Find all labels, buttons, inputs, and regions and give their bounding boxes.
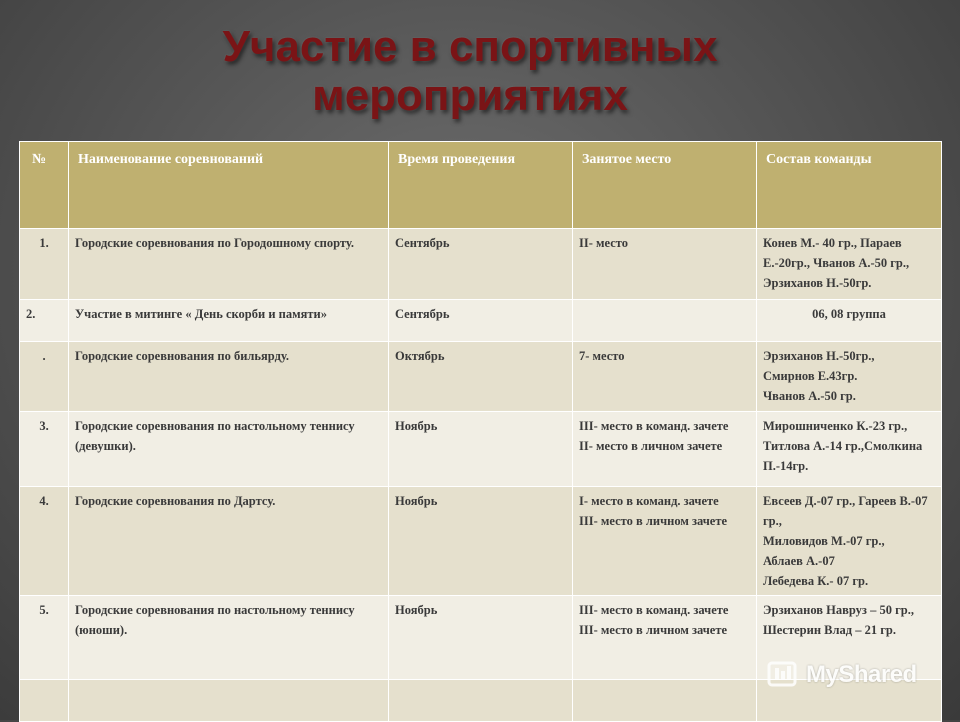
row-competition-name	[69, 680, 389, 722]
slide-title-line-1: Участие в спортивных	[222, 22, 718, 71]
team-line: Миловидов М.-07 гр.,	[763, 534, 885, 548]
table-row	[20, 229, 942, 300]
header-place: Занятое место	[573, 142, 757, 229]
table-header-row	[20, 142, 942, 229]
row-number	[20, 680, 69, 722]
header-competition-name: Наименование соревнований	[69, 142, 389, 229]
team-line: Смирнов Е.43гр.	[763, 369, 858, 383]
team-line: Конев М.- 40 гр., Параев Е.-20гр., Чванов А.-50 гр., Эрзиханов Н.-50гр.	[763, 236, 910, 290]
row-time: Сентябрь	[389, 300, 573, 342]
row-team	[757, 487, 942, 596]
table-row	[20, 487, 942, 596]
row-team	[757, 300, 942, 342]
slide-title	[150, 22, 790, 120]
header-number: №	[20, 142, 69, 229]
place-line: 7- место	[579, 349, 625, 363]
row-number: .	[20, 342, 69, 412]
place-line: II- место в личном зачете	[579, 439, 723, 453]
row-place	[573, 412, 757, 487]
slide-title-line-2: мероприятиях	[312, 71, 628, 120]
team-line: Шестерин Влад – 21 гр.	[763, 623, 896, 637]
row-place	[573, 680, 757, 722]
table-row	[20, 412, 942, 487]
row-place	[573, 342, 757, 412]
place-line: II- место	[579, 236, 629, 250]
row-time: Октябрь	[389, 342, 573, 412]
row-competition-name: Городские соревнования по настольному теннису (юноши).	[69, 596, 389, 680]
team-line: Евсеев Д.-07 гр., Гареев В.-07 гр.,	[763, 494, 928, 528]
table-row	[20, 300, 942, 342]
row-time: Ноябрь	[389, 596, 573, 680]
row-number: 3.	[20, 412, 69, 487]
row-competition-name: Городские соревнования по настольному теннису (девушки).	[69, 412, 389, 487]
row-competition-name: Участие в митинге « День скорби и памяти»	[69, 300, 389, 342]
row-time	[389, 680, 573, 722]
place-line: III- место в команд. зачете	[579, 419, 729, 433]
row-time: Сентябрь	[389, 229, 573, 300]
place-line: III- место в личном зачете	[579, 514, 728, 528]
row-time: Ноябрь	[389, 487, 573, 596]
myshared-logo-icon	[766, 659, 800, 691]
team-line: Мирошниченко К.-23 гр., Титлова А.-14 гр.,Смолкина П.-14гр.	[763, 419, 923, 473]
row-number: 4.	[20, 487, 69, 596]
row-time: Ноябрь	[389, 412, 573, 487]
header-time: Время проведения	[389, 142, 573, 229]
team-line: Эрзиханов Н.-50гр.,	[763, 349, 875, 363]
table-row	[20, 342, 942, 412]
row-competition-name: Городские соревнования по Дартсу.	[69, 487, 389, 596]
header-team: Состав команды	[757, 142, 942, 229]
place-line: I- место в команд. зачете	[579, 494, 719, 508]
row-place	[573, 300, 757, 342]
watermark	[766, 657, 936, 693]
row-place	[573, 229, 757, 300]
row-number: 2.	[20, 300, 69, 342]
events-table	[19, 141, 942, 722]
place-line: III- место в личном зачете	[579, 623, 728, 637]
team-line: Аблаев А.-07	[763, 554, 835, 568]
row-team	[757, 342, 942, 412]
row-team	[757, 412, 942, 487]
team-line: Эрзиханов Навруз – 50 гр.,	[763, 603, 914, 617]
row-number: 1.	[20, 229, 69, 300]
row-competition-name: Городские соревнования по Городошному спорту.	[69, 229, 389, 300]
team-line: Лебедева К.- 07 гр.	[763, 574, 869, 588]
team-line: Чванов А.-50 гр.	[763, 389, 856, 403]
place-line: III- место в команд. зачете	[579, 603, 729, 617]
watermark-text: MyShared	[806, 661, 917, 688]
row-place	[573, 487, 757, 596]
row-place	[573, 596, 757, 680]
row-number: 5.	[20, 596, 69, 680]
team-line: 06, 08 группа	[812, 307, 886, 321]
row-team	[757, 229, 942, 300]
row-competition-name: Городские соревнования по бильярду.	[69, 342, 389, 412]
